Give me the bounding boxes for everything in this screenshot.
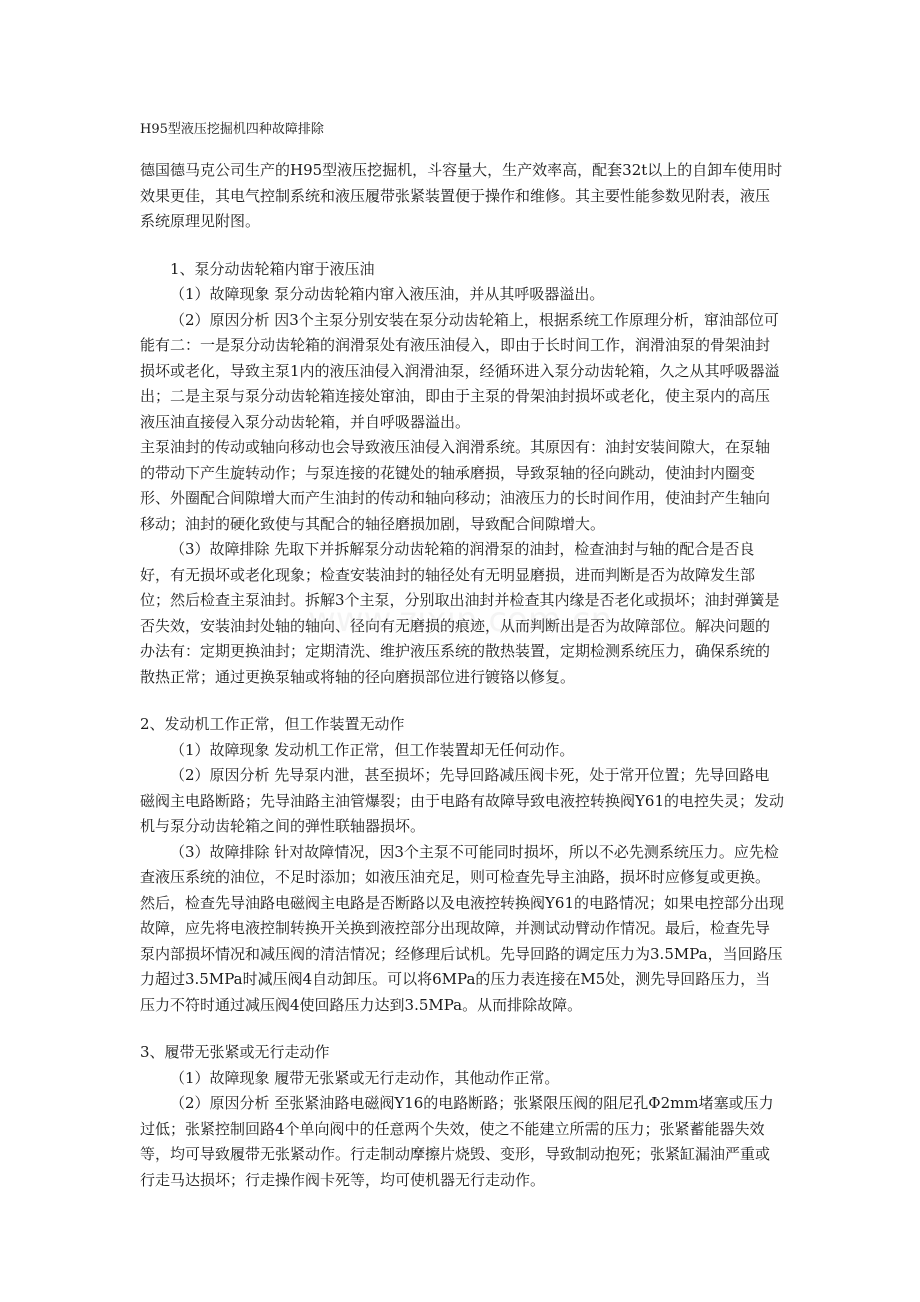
section-2-symptom: （1）故障现象 发动机工作正常，但工作装置却无任何动作。 — [170, 740, 575, 759]
document-body — [140, 158, 784, 1193]
section-3-heading: 3、履带无张紧或无行走动作 — [140, 1043, 330, 1061]
section-1-heading: 1、泵分动齿轮箱内窜于液压油 — [170, 259, 375, 278]
section-3-cause: （2）原因分析 至张紧油路电磁阀Y16的电路断路；张紧限压阀的阻尼孔Φ2mm堵塞或压力过低；张紧控制回路4个单向阀中的任意两个失效，使之不能建立所需的压力；张紧蓄能器失效等，均可导致履带无张紧动作。行走制动摩擦片烧毁、变形，导致制动抱死；张紧缸漏油严重或行走马达损坏；行走操作阀卡死等，均可使机器无行走动作。 — [140, 1094, 774, 1189]
document-title: H95型液压挖掘机四种故障排除 — [140, 122, 324, 137]
section-2-heading: 2、发动机工作正常，但工作装置无动作 — [140, 715, 405, 733]
intro-paragraph: 德国德马克公司生产的H95型液压挖掘机，斗容量大，生产效率高，配套32t以上的自卸车使用时效果更佳，其电气控制系统和液压履带张紧装置便于操作和维修。其主要性能参数见附表，液压系统原理见附图。 — [140, 161, 783, 230]
section-3-symptom: （1）故障现象 履带无张紧或无行走动作，其他动作正常。 — [170, 1068, 560, 1087]
section-1-cause-cont: 主泵油封的传动或轴向移动也会导致液压油侵入润滑系统。其原因有：油封安装间隙大，在泵轴的带动下产生旋转动作；与泵连接的花键处的轴承磨损，导致泵轴的径向跳动，使油封内圈变形、外圈配合间隙增大而产生油封的传动和轴向移动；油液压力的长时间作用，使油封产生轴向移动；油封的硬化致使与其配合的轴径磨损加剧，导致配合间隙增大。 — [140, 438, 771, 533]
section-1-symptom: （1）故障现象 泵分动齿轮箱内窜入液压油，并从其呼吸器溢出。 — [170, 285, 605, 303]
section-2-fix: （3）故障排除 针对故障情况，因3个主泵不可能同时损坏，所以不必先测系统压力。应先检查液压系统的油位，不足时添加；如液压油充足，则可检查先导主油路，损坏时应修复或更换。然后，检查先导油路电磁阀主电路是否断路以及电液控转换阀Y61的电路情况；如果电控部分出现故障，应先将电液控制转换开关换到液控部分出现故障，并测试动臂动作情况。最后，检查先导泵内部损坏情况和减压阀的清洁情况；经修理后试机。先导回路的调定压力为3.5MPa，当回路压力超过3.5MPa时减压阀4自动卸压。可以将6MPa的压力表连接在M5处，测先导回路压力，当压力不符时通过减压阀4使回路压力达到3.5MPa。从而排除故障。 — [140, 842, 784, 1014]
section-1-fix: （3）故障排除 先取下并拆解泵分动齿轮箱的润滑泵的油封，检查油封与轴的配合是否良好，有无损坏或老化现象；检查安装油封的轴径处有无明显磨损，进而判断是否为故障发生部位；然后检查主泵油封。拆解3个主泵，分别取出油封并检查其内缘是否老化或损坏；油封弹簧是否失效，安装油封处轴的轴向、径向有无磨损的痕迹，从而判断出是否为故障部位。解决问题的办法有：定期更换油封；定期清洗、维护液压系统的散热装置，定期检测系统压力，确保系统的散热正常；通过更换泵轴或将轴的径向磨损部位进行镀铬以修复。 — [140, 540, 780, 686]
section-2-cause: （2）原因分析 先导泵内泄，甚至损坏；先导回路减压阀卡死，处于常开位置；先导回路电磁阀主电路断路；先导油路主油管爆裂；由于电路有故障导致电液控转换阀Y61的电控失灵；发动机与泵分动齿轮箱之间的弹性联轴器损坏。 — [140, 766, 784, 835]
section-1-cause: （2）原因分析 因3个主泵分别安装在泵分动齿轮箱上，根据系统工作原理分析，窜油部位可能有二：一是泵分动齿轮箱的润滑泵处有液压油侵入，即由于长时间工作，润滑油泵的骨架油封损坏或老化，导致主泵1内的液压油侵入润滑油泵，经循环进入泵分动齿轮箱，久之从其呼吸器溢出；二是主泵与泵分动齿轮箱连接处窜油，即由于主泵的骨架油封损坏或老化，使主泵内的高压液压油直接侵入泵分动齿轮箱，并自呼吸器溢出。 — [140, 310, 780, 431]
